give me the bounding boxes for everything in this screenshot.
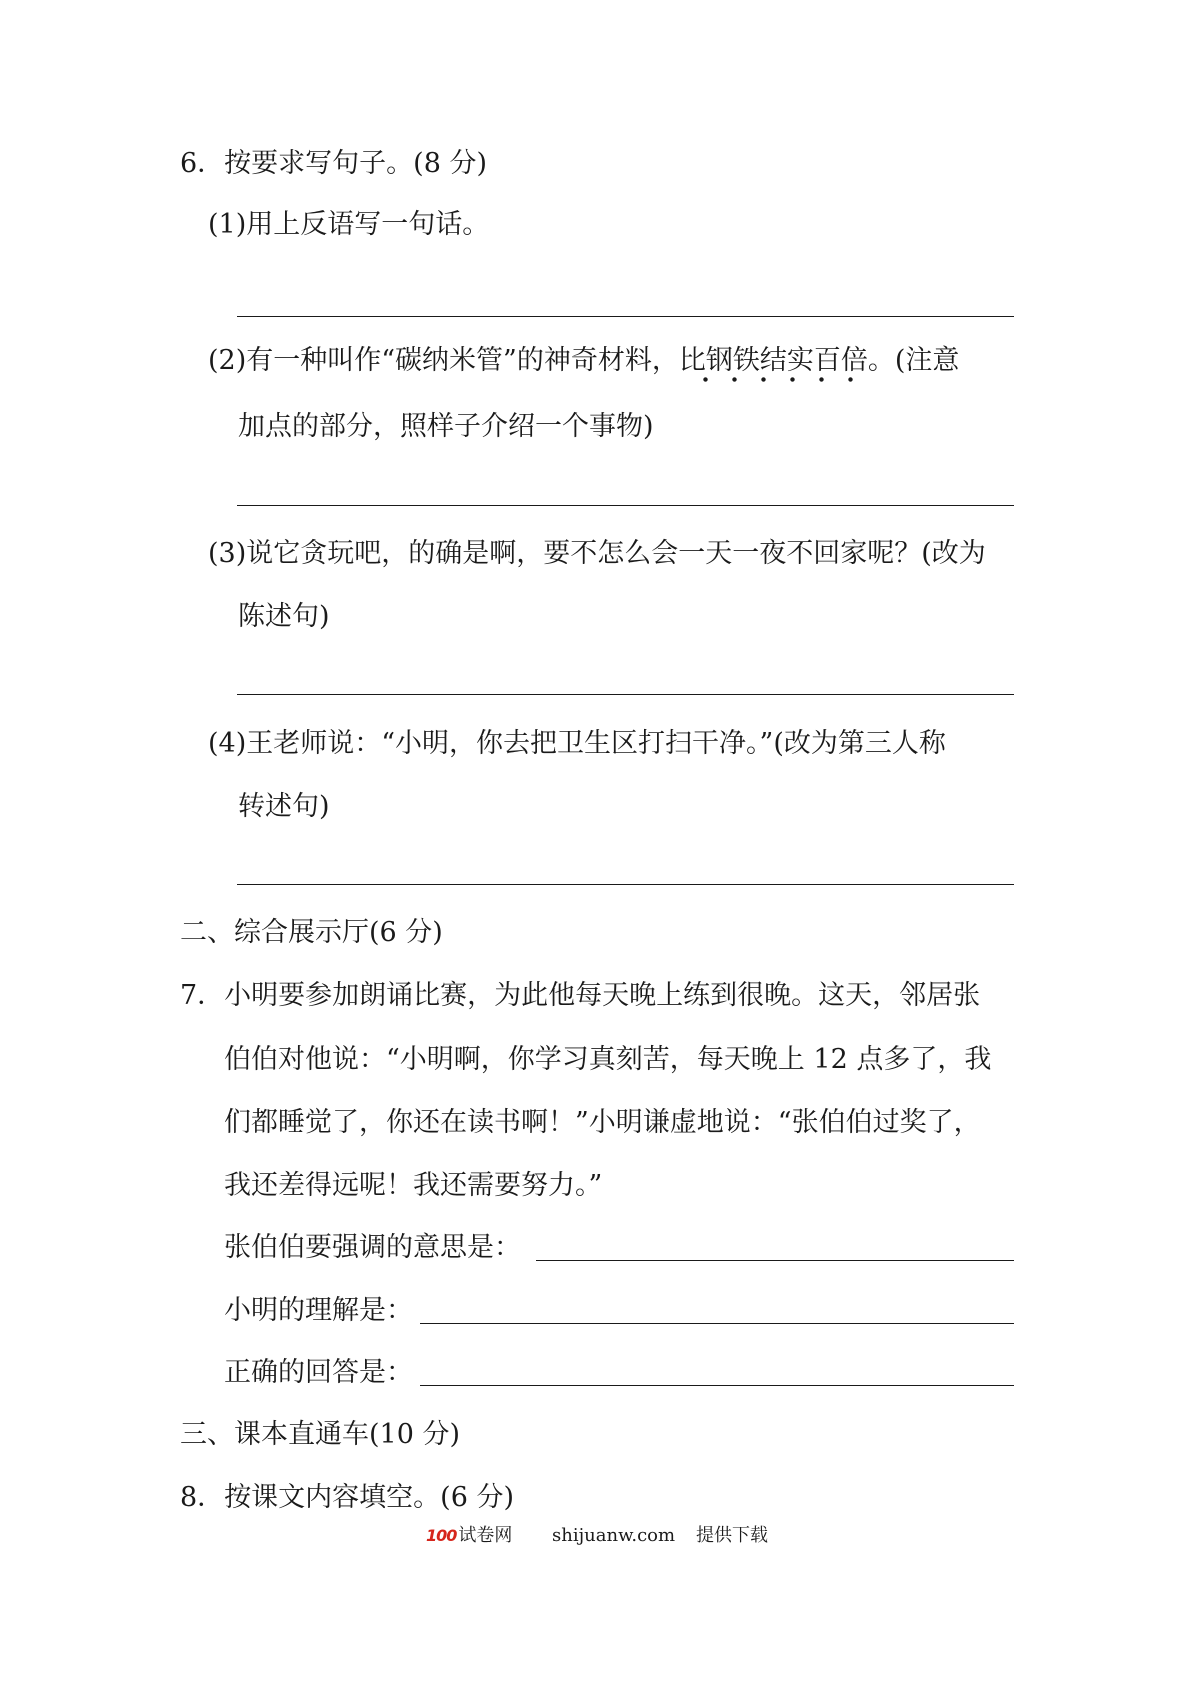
q6-item4-answer-line[interactable] [237, 884, 1014, 885]
q6-item2-pre: (2)有一种叫作“碳纳米管”的神奇材料， [208, 345, 679, 376]
footer-site: shijuanw.com [552, 1525, 676, 1546]
q6-title: 6．按要求写句子。(8 分) [180, 148, 488, 179]
q7-answer-line2[interactable] [420, 1323, 1014, 1324]
q7-text-line3: 们都睡觉了，你还在读书啊！”小明谦虚地说：“张伯伯过奖了， [224, 1107, 981, 1138]
q6-item2-post: 。(注意 [867, 345, 960, 376]
q7-prompt2: 小明的理解是： [224, 1295, 413, 1326]
q6-item2-answer-line[interactable] [237, 505, 1014, 506]
q6-item3-answer-line[interactable] [237, 694, 1014, 695]
q7-answer-line1[interactable] [536, 1260, 1014, 1261]
q7-prompt3: 正确的回答是： [224, 1357, 413, 1388]
section3-title: 三、课本直通车(10 分) [180, 1419, 461, 1450]
q6-item4-text-line2: 转述句) [238, 791, 330, 822]
q6-item1-answer-line[interactable] [237, 316, 1014, 317]
q6-item1-text: (1)用上反语写一句话。 [208, 209, 490, 240]
logo-number: 100 [426, 1526, 457, 1545]
q7-text-line1: 7．小明要参加朗诵比赛，为此他每天晚上练到很晚。这天，邻居张 [180, 980, 981, 1011]
q6-item2-text [208, 344, 959, 378]
q8-title: 8．按课文内容填空。(6 分) [180, 1482, 515, 1513]
q6-item2-text-line2: 加点的部分，照样子介绍一个事物) [238, 411, 654, 442]
q7-text-line2: 伯伯对他说：“小明啊，你学习真刻苦，每天晚上 12 点多了，我 [224, 1044, 992, 1075]
footer-logo [426, 1524, 512, 1548]
q6-item3-text: (3)说它贪玩吧，的确是啊，要不怎么会一天一夜不回家呢？(改为 [208, 538, 986, 569]
footer-note: 提供下载 [696, 1525, 768, 1546]
q7-text-line4: 我还差得远呢！我还需要努力。” [224, 1170, 603, 1201]
q6-item3-text-line2: 陈述句) [238, 601, 330, 632]
q6-item4-text: (4)王老师说：“小明，你去把卫生区打扫干净。”(改为第三人称 [208, 728, 946, 759]
q6-item2-dotted-phrase: 比钢铁结实百倍 [678, 345, 868, 376]
q7-prompt1: 张伯伯要强调的意思是： [224, 1232, 521, 1263]
q7-answer-line3[interactable] [420, 1385, 1014, 1386]
section2-title: 二、综合展示厅(6 分) [180, 917, 443, 948]
logo-text: 试卷网 [458, 1525, 513, 1546]
